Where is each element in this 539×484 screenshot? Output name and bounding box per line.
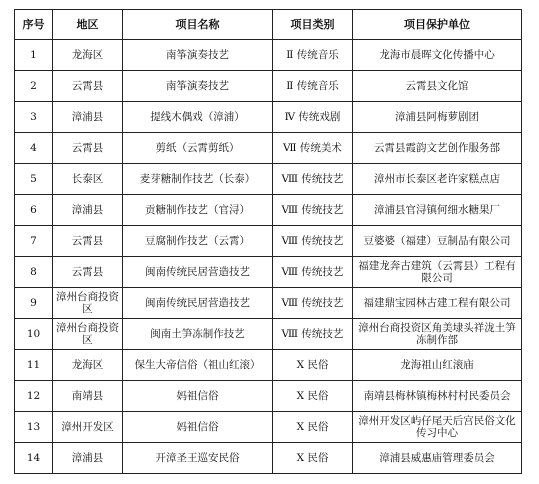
row-project-name: 闽南土笋冻制作技艺 <box>123 319 273 350</box>
row-protection-unit: 漳浦县官浔镇何细水糖果厂 <box>353 195 522 226</box>
row-protection-unit: 福建龙奔古建筑（云霄县）工程有限公司 <box>353 257 522 288</box>
row-area: 龙海区 <box>53 40 123 71</box>
table-row <box>15 102 522 133</box>
header-category: 项目类别 <box>273 10 353 40</box>
row-area: 云霄县 <box>53 226 123 257</box>
row-number: 1 <box>15 40 53 71</box>
row-area: 漳州开发区 <box>53 412 123 443</box>
row-number: 13 <box>15 412 53 443</box>
row-area: 漳浦县 <box>53 443 123 474</box>
row-number: 14 <box>15 443 53 474</box>
header-row <box>15 10 522 40</box>
row-project-name: 开漳圣王巡安民俗 <box>123 443 273 474</box>
row-protection-unit: 漳浦县阿梅萝剧团 <box>353 102 522 133</box>
table-row <box>15 164 522 195</box>
row-number: 5 <box>15 164 53 195</box>
row-category: Ⅷ 传统技艺 <box>273 257 353 288</box>
row-protection-unit: 龙海市晨晖文化传播中心 <box>353 40 522 71</box>
row-project-name: 妈祖信俗 <box>123 381 273 412</box>
row-category: Ⅳ 传统戏剧 <box>273 102 353 133</box>
row-project-name: 剪纸（云霄剪纸） <box>123 133 273 164</box>
row-project-name: 南筝演奏技艺 <box>123 71 273 102</box>
row-protection-unit: 漳浦县威惠庙管理委员会 <box>353 443 522 474</box>
row-category: Ⅹ 民俗 <box>273 443 353 474</box>
row-category: Ⅹ 民俗 <box>273 350 353 381</box>
table-row <box>15 71 522 102</box>
row-protection-unit: 漳州市长泰区老许家糕点店 <box>353 164 522 195</box>
row-project-name: 保生大帝信俗（祖山红滚） <box>123 350 273 381</box>
row-category: Ⅷ 传统技艺 <box>273 226 353 257</box>
heritage-projects-table <box>14 9 522 474</box>
row-category: Ⅹ 民俗 <box>273 381 353 412</box>
row-category: Ⅷ 传统技艺 <box>273 195 353 226</box>
table-body <box>15 40 522 474</box>
row-number: 3 <box>15 102 53 133</box>
row-project-name: 贡糖制作技艺（官浔） <box>123 195 273 226</box>
row-project-name: 麦芽糖制作技艺（长泰） <box>123 164 273 195</box>
row-number: 10 <box>15 319 53 350</box>
row-number: 12 <box>15 381 53 412</box>
row-number: 2 <box>15 71 53 102</box>
row-area: 云霄县 <box>53 71 123 102</box>
row-area: 漳浦县 <box>53 102 123 133</box>
row-area: 漳浦县 <box>53 195 123 226</box>
row-project-name: 豆腐制作技艺（云霄） <box>123 226 273 257</box>
row-category: Ⅱ 传统音乐 <box>273 71 353 102</box>
row-protection-unit: 福建鼎宝园林古建工程有限公司 <box>353 288 522 319</box>
header-no: 序号 <box>15 10 53 40</box>
row-area: 云霄县 <box>53 133 123 164</box>
row-number: 4 <box>15 133 53 164</box>
table-row <box>15 319 522 350</box>
table-row <box>15 288 522 319</box>
row-protection-unit: 南靖县梅林镇梅林村村民委员会 <box>353 381 522 412</box>
table-row <box>15 443 522 474</box>
row-area: 南靖县 <box>53 381 123 412</box>
row-category: Ⅶ 传统美术 <box>273 133 353 164</box>
row-area: 长泰区 <box>53 164 123 195</box>
header-name: 项目名称 <box>123 10 273 40</box>
row-protection-unit: 漳州开发区屿仔尾天后宫民俗文化传习中心 <box>353 412 522 443</box>
table-row <box>15 195 522 226</box>
row-category: Ⅱ 传统音乐 <box>273 40 353 71</box>
row-category: Ⅷ 传统技艺 <box>273 288 353 319</box>
row-number: 7 <box>15 226 53 257</box>
row-project-name: 闽南传统民居营造技艺 <box>123 288 273 319</box>
row-protection-unit: 龙海祖山红滚庙 <box>353 350 522 381</box>
row-protection-unit: 豆婆婆（福建）豆制品有限公司 <box>353 226 522 257</box>
table-row <box>15 133 522 164</box>
row-area: 龙海区 <box>53 350 123 381</box>
table-row <box>15 350 522 381</box>
table-row <box>15 412 522 443</box>
row-number: 6 <box>15 195 53 226</box>
row-protection-unit: 漳州台商投资区角美埭头祥泷土笋冻制作部 <box>353 319 522 350</box>
row-category: Ⅷ 传统技艺 <box>273 164 353 195</box>
row-project-name: 南筝演奏技艺 <box>123 40 273 71</box>
header-unit: 项目保护单位 <box>353 10 522 40</box>
row-area: 漳州台商投资区 <box>53 319 123 350</box>
row-number: 11 <box>15 350 53 381</box>
row-protection-unit: 云霄县霞韵文艺创作服务部 <box>353 133 522 164</box>
header-area: 地区 <box>53 10 123 40</box>
row-protection-unit: 云霄县文化馆 <box>353 71 522 102</box>
row-number: 9 <box>15 288 53 319</box>
row-category: Ⅷ 传统技艺 <box>273 319 353 350</box>
table-row <box>15 226 522 257</box>
row-area: 云霄县 <box>53 257 123 288</box>
row-category: Ⅹ 民俗 <box>273 412 353 443</box>
table-row <box>15 40 522 71</box>
row-project-name: 闽南传统民居营造技艺 <box>123 257 273 288</box>
table-container <box>14 9 522 474</box>
row-project-name: 提线木偶戏（漳浦） <box>123 102 273 133</box>
row-project-name: 妈祖信俗 <box>123 412 273 443</box>
row-number: 8 <box>15 257 53 288</box>
table-row <box>15 381 522 412</box>
row-area: 漳州台商投资区 <box>53 288 123 319</box>
table-row <box>15 257 522 288</box>
